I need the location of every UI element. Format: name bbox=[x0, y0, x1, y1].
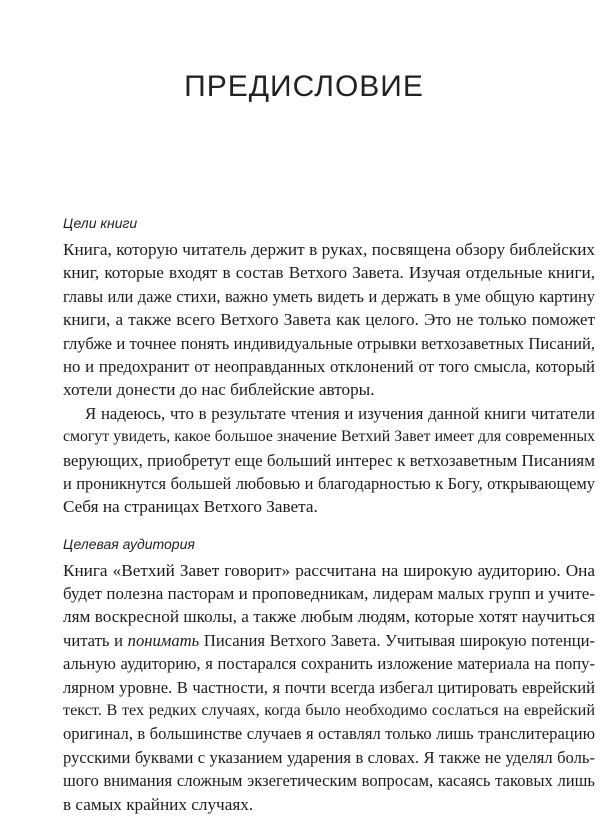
text-line: хотели донести до нас библейские авторы. bbox=[63, 380, 375, 400]
text-line bbox=[63, 629, 595, 652]
page-title: ПРЕДИСЛОВИЕ bbox=[184, 70, 424, 103]
text-line: но и предохранит от неоправданных отклонений от того смысла, который bbox=[63, 356, 595, 376]
text-line: в самых крайних случаях. bbox=[63, 794, 254, 814]
text-line: русскими буквами с указанием ударения в словах. Я также не уделял боль- bbox=[63, 747, 595, 767]
emphasized-word: понимать bbox=[127, 630, 200, 650]
text-line: глубже и точнее понять индивидуальные отрывки ветхозаветных Писаний, bbox=[63, 333, 595, 353]
text-line: книги, а также всего Ветхого Завета как целого. Это не только поможет bbox=[63, 310, 595, 330]
text-line: Я надеюсь, что в результате чтения и изучения данной книги читатели bbox=[85, 403, 595, 423]
text-line: лярном уровне. В частности, я почти всегда избегал цитировать еврейский bbox=[63, 677, 595, 697]
text-line: лям воскресной школы, а также любым людям, которые хотят научиться bbox=[63, 607, 595, 627]
text-line: главы или даже стихи, важно уметь видеть и держать в уме общую картину bbox=[63, 286, 595, 306]
text-line: оригинал, в большинстве случаев я оставлял только лишь транслитерацию bbox=[63, 724, 595, 744]
text-line: верующих, приобретут еще больший интерес к ветхозаветным Писаниям bbox=[63, 450, 595, 470]
text-run: Писания Ветхого Завета. Учитывая широкую потенци- bbox=[199, 630, 595, 650]
section-gap bbox=[63, 519, 595, 533]
text-line: книг, которые входят в состав Ветхого Завета. Изучая отдельные книги, bbox=[63, 263, 595, 283]
text-line: и проникнутся большей любовью и благодарностью к Богу, открывающему bbox=[63, 473, 595, 493]
text-line: Книга «Ветхий Завет говорит» рассчитана на широкую аудиторию. Она bbox=[63, 560, 595, 580]
page-content bbox=[63, 212, 595, 816]
paragraph-goals-1 bbox=[63, 238, 595, 402]
text-line: смогут увидеть, какое большое значение Ветхий Завет имеет для современных bbox=[63, 428, 595, 446]
text-line: будет полезна пасторам и проповедникам, лидерам малых групп и учите- bbox=[63, 584, 595, 604]
text-line: альную аудиторию, я постарался сохранить изложение материала на попу- bbox=[63, 654, 595, 674]
paragraph-goals-2 bbox=[63, 402, 595, 519]
paragraph-audience bbox=[63, 559, 595, 816]
section-heading-audience: Целевая аудитория bbox=[63, 535, 195, 552]
text-run: читать и bbox=[63, 630, 128, 650]
text-line: текст. В тех редких случаях, когда было необходимо сослаться на еврейский bbox=[63, 701, 595, 720]
text-line: Книга, которую читатель держит в руках, посвящена обзору библейских bbox=[63, 240, 595, 259]
text-line: шого внимания сложным экзегетическим вопросам, касаясь таковых лишь bbox=[63, 771, 595, 791]
section-heading-goals: Цели книги bbox=[63, 215, 138, 231]
text-line: Себя на страницах Ветхого Завета. bbox=[63, 497, 318, 517]
